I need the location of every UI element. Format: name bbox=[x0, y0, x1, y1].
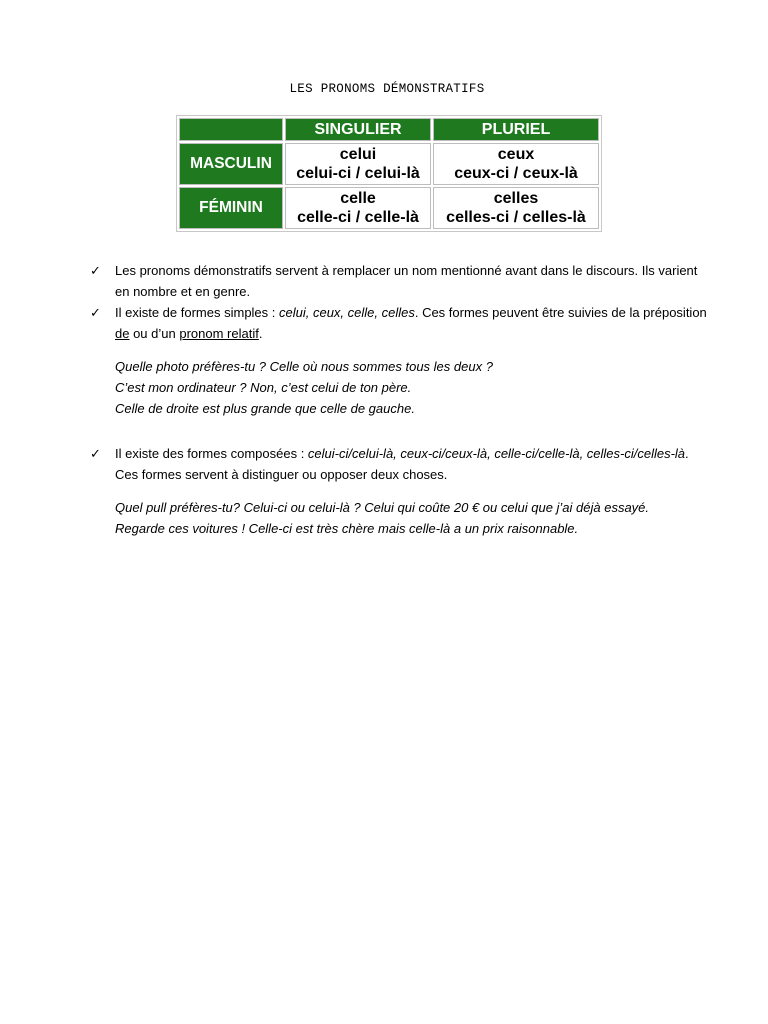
item-text: Il existe des formes composées : bbox=[115, 446, 308, 461]
table-row-feminine bbox=[179, 187, 599, 229]
list-item bbox=[88, 443, 708, 485]
cell-line: ceux-ci / ceux-là bbox=[454, 165, 578, 182]
item-text: Les pronoms démonstratifs servent à remplacer un nom mentionné avant dans le discours. Ils varient en nombre et en genre. bbox=[115, 263, 698, 299]
item-text: ou d’un bbox=[129, 326, 180, 341]
example-line: C’est mon ordinateur ? Non, c’est celui de ton père. bbox=[115, 380, 412, 395]
example-line: Celle de droite est plus grande que celle de gauche. bbox=[115, 401, 415, 416]
table-row-masculine bbox=[179, 143, 599, 185]
cell-line: celles-ci / celles-là bbox=[446, 209, 586, 226]
table-header-row bbox=[179, 118, 599, 141]
example-line: Quel pull préfères-tu? Celui-ci ou celui-là ? Celui qui coûte 20 € ou celui que j’ai déjà essayé. bbox=[115, 500, 650, 515]
compound-forms: celui-ci/celui-là, ceux-ci/ceux-là, celle-ci/celle-là, celles-ci/celles-là bbox=[307, 446, 686, 461]
example-block-simple bbox=[88, 356, 708, 419]
cell-line: celle-ci / celle-là bbox=[297, 209, 419, 226]
column-header-plural: PLURIEL bbox=[433, 118, 599, 141]
item-text: Il existe de formes simples : bbox=[115, 305, 279, 320]
row-header-masculine: MASCULIN bbox=[179, 143, 283, 185]
cell-masculine-plural bbox=[433, 143, 599, 185]
relative-pronoun-term: pronom relatif bbox=[179, 326, 259, 341]
list-item bbox=[88, 260, 708, 302]
item-text: . bbox=[258, 326, 263, 341]
table-corner-cell bbox=[179, 118, 283, 141]
checkmark-icon: ✓ bbox=[90, 446, 101, 461]
checkmark-icon: ✓ bbox=[90, 263, 101, 278]
example-line: Quelle photo préfères-tu ? Celle où nous sommes tous les deux ? bbox=[115, 359, 493, 374]
cell-line: celle bbox=[340, 190, 376, 207]
spacer bbox=[88, 419, 708, 443]
item-text: . Ces formes peuvent être suivies de la préposition bbox=[414, 305, 707, 320]
cell-line: celui-ci / celui-là bbox=[296, 165, 420, 182]
example-line: Regarde ces voitures ! Celle-ci est très chère mais celle-là a un prix raisonnable. bbox=[115, 521, 579, 536]
spacer bbox=[88, 344, 708, 356]
example-block-compound bbox=[88, 497, 708, 539]
cell-line: celles bbox=[493, 190, 539, 207]
simple-forms: celui, ceux, celle, celles bbox=[279, 305, 415, 320]
cell-feminine-plural bbox=[433, 187, 599, 229]
spacer bbox=[88, 485, 708, 497]
cell-line: celui bbox=[339, 146, 377, 163]
column-header-singular: SINGULIER bbox=[285, 118, 431, 141]
preposition-de: de bbox=[115, 326, 130, 341]
list-item bbox=[88, 302, 708, 344]
explanation-list bbox=[88, 260, 708, 539]
item-text: . Ces formes servent à distinguer ou opposer deux choses. bbox=[115, 446, 689, 482]
demonstrative-pronoun-table bbox=[176, 115, 602, 232]
page-title: LES PRONOMS DÉMONSTRATIFS bbox=[289, 82, 485, 96]
row-header-feminine: FÉMININ bbox=[179, 187, 283, 229]
cell-line: ceux bbox=[497, 146, 535, 163]
cell-feminine-singular bbox=[285, 187, 431, 229]
checkmark-icon: ✓ bbox=[90, 305, 101, 320]
cell-masculine-singular bbox=[285, 143, 431, 185]
